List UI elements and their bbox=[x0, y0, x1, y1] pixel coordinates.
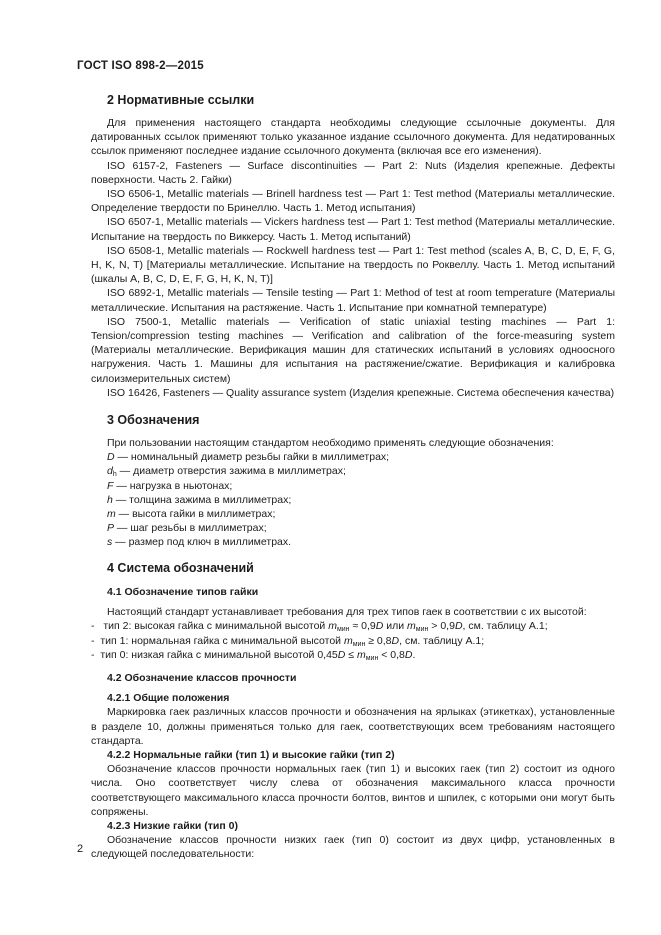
section-2-title: 2 Нормативные ссылки bbox=[107, 93, 255, 107]
subsection-4-2-3-text: Обозначение классов прочности низких гаек (тип 0) состоит из двух цифр, установленных в следующей последовательности: bbox=[91, 834, 615, 861]
symbol-item: m — высота гайки в миллиметрах; bbox=[107, 508, 276, 521]
section-2-intro: Для применения настоящего стандарта необходимы следующие ссылочные документы. Для датированных ссылок применяют только указанное издание ссылочного документа. Для недатированных ссылок применяют последнее издание ссылочного документа (включая все его изменения). bbox=[91, 117, 615, 158]
symbols-list bbox=[91, 450, 615, 549]
reference-item: ISO 16426, Fasteners — Quality assurance system (Изделия крепежные. Система обеспечения качества) bbox=[107, 386, 615, 399]
page-number: 2 bbox=[77, 843, 84, 855]
section-3-title: 3 Обозначения bbox=[107, 413, 200, 427]
symbol-item: h — толщина зажима в миллиметрах; bbox=[107, 493, 292, 506]
symbol-item: s — размер под ключ в миллиметрах. bbox=[107, 536, 292, 549]
section-4 bbox=[91, 560, 615, 862]
subsection-4-2-2-text: Обозначение классов прочности нормальных гаек (тип 1) и высоких гаек (тип 2) состоит из одного числа. Оно соответствует числу слева от обозначения максимального класса прочности соответствующего максимального класса прочности болтов, винтов и шпилек, с которыми они могут быть сопряжены. bbox=[91, 763, 615, 818]
reference-item: ISO 6507-1, Metallic materials — Vickers hardness test — Part 1: Test method (Материалы металлические. Испытание на твердость по Виккерсу. Часть 1. Метод испытаний) bbox=[91, 216, 615, 243]
section-3 bbox=[91, 412, 615, 550]
section-2 bbox=[91, 92, 615, 400]
nut-type-item: - тип 1: нормальная гайка с минимальной высотой $m_{мин} \ge 0,8D$, см. таблицу А.1; bbox=[91, 634, 485, 648]
reference-item: ISO 6892-1, Metallic materials — Tensile testing — Part 1: Method of test at room temperature (Материалы металлические. Испытания на растяжение. Часть 1. Испытание при комнатной температуре) bbox=[91, 287, 615, 314]
section-3-intro: При пользовании настоящим стандартом необходимо применять следующие обозначения: bbox=[107, 437, 554, 449]
symbol-item: D — номинальный диаметр резьбы гайки в миллиметрах; bbox=[107, 451, 390, 464]
subsection-4-1-title: 4.1 Обозначение типов гайки bbox=[107, 586, 259, 598]
symbol-item: $d_h$ — диаметр отверстия зажима в миллиметрах; bbox=[107, 465, 346, 479]
subsection-4-2-1-title: 4.2.1 Общие положения bbox=[107, 692, 230, 705]
subsection-4-2-1-text: Маркировка гаек различных классов прочности и обозначения на ярлыках (этикетках), установленные в разделе 10, должны применяться только для гаек, соответствующих всем требованиям настоящего стандарта. bbox=[91, 706, 615, 747]
subsection-4-2-3-title: 4.2.3 Низкие гайки (тип 0) bbox=[107, 820, 238, 833]
document-code-header: ГОСТ ISO 898-2—2015 bbox=[77, 60, 204, 72]
reference-item: ISO 6508-1, Metallic materials — Rockwell hardness test — Part 1: Test method (scales A, B, C, D, E, F, G, H, K, N, T) [Материалы металлические. Испытание на твердость по Роквеллу. Часть 1. Метод испытаний (шкалы A, B, C, D, E, F, G, H, K, N, T)] bbox=[91, 244, 615, 286]
symbol-item: F — нагрузка в ньютонах; bbox=[107, 479, 233, 492]
nut-type-item: - тип 2: высокая гайка с минимальной высотой $m_{мин} \approx 0,9D$ или $m_{мин} > 0,9D$, см. таблицу А.1; bbox=[91, 620, 548, 634]
reference-item: ISO 6506-1, Metallic materials — Brinell hardness test — Part 1: Test method (Материалы металлические. Определение твердости по Бринеллю. Часть 1. Метод испытания) bbox=[91, 188, 615, 215]
nut-type-item: - тип 0: низкая гайка с минимальной высотой $0,45D \le m_{мин} < 0,8D$. bbox=[91, 648, 416, 662]
symbol-item: P — шаг резьбы в миллиметрах; bbox=[107, 522, 267, 535]
reference-item: ISO 7500-1, Metallic materials — Verification of static uniaxial testing machines — Part 1: Tension/compression testing machines — Verification and calibration of the force-measuring system (Материалы металлические. Верификация машин для статических испытаний в условиях одноосного нагружения. Часть 1. Машины для испытания на растяжение/сжатие. Верификация и калибровка силоизмерительных систем) bbox=[91, 315, 615, 385]
subsection-4-2-2-title: 4.2.2 Нормальные гайки (тип 1) и высокие гайки (тип 2) bbox=[107, 749, 395, 762]
subsection-4-2-title: 4.2 Обозначение классов прочности bbox=[107, 672, 297, 685]
subsection-4-1-intro: Настоящий стандарт устанавливает требования для трех типов гаек в соответствии с их высотой: bbox=[107, 606, 587, 619]
reference-item: ISO 6157-2, Fasteners — Surface discontinuities — Part 2: Nuts (Изделия крепежные. Дефекты поверхности. Часть 2. Гайки) bbox=[91, 159, 615, 186]
section-4-title: 4 Система обозначений bbox=[107, 561, 254, 575]
